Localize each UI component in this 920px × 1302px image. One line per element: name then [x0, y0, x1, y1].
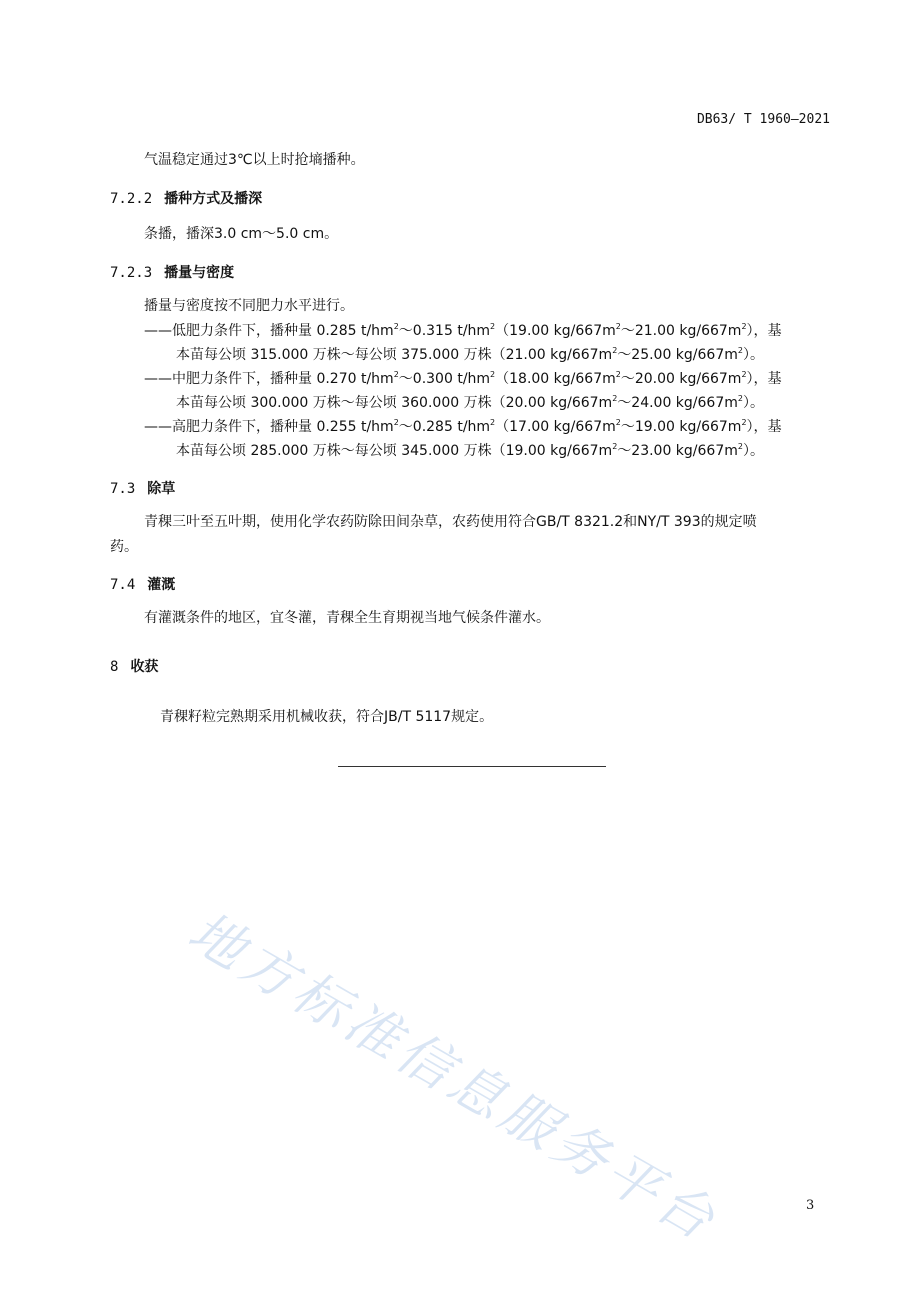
superscript: 2 — [490, 370, 496, 379]
text-segment: （17.00 kg/667m — [495, 419, 616, 435]
text-segment: ——中肥力条件下，播种量 0.270 t/hm — [144, 371, 394, 387]
superscript: 2 — [737, 394, 743, 403]
paragraph-sowing-method: 条播，播深3.0 cm～5.0 cm。 — [144, 226, 339, 242]
text-segment: ）。 — [742, 395, 764, 411]
section-number: 8 — [110, 659, 119, 675]
text-segment: ），基 — [746, 323, 782, 339]
superscript: 2 — [393, 322, 399, 331]
text-segment: 本苗每公顷 285.000 万株～每公顷 345.000 万株（19.00 kg/667m — [176, 443, 613, 459]
text-segment: ～0.315 t/hm — [398, 323, 491, 339]
text-segment: ～24.00 kg/667m — [617, 395, 738, 411]
list-item-medium-fertility — [144, 368, 832, 388]
paragraph-sowing-time: 气温稳定通过3℃以上时抢墒播种。 — [144, 152, 365, 168]
page-number: 3 — [806, 1198, 815, 1213]
text-segment: ～23.00 kg/667m — [617, 443, 738, 459]
end-rule — [338, 766, 606, 767]
text-segment: 本苗每公顷 300.000 万株～每公顷 360.000 万株（20.00 kg/667m — [176, 395, 613, 411]
list-item-high-fertility-cont — [176, 440, 764, 460]
text-segment: ～0.285 t/hm — [398, 419, 491, 435]
superscript: 2 — [612, 442, 618, 451]
superscript: 2 — [615, 418, 621, 427]
text-segment: ）。 — [742, 443, 764, 459]
superscript: 2 — [490, 322, 496, 331]
section-number: 7.4 — [110, 577, 136, 593]
text-segment: ），基 — [746, 371, 782, 387]
text-segment: ～21.00 kg/667m — [620, 323, 742, 339]
superscript: 2 — [737, 442, 743, 451]
superscript: 2 — [741, 418, 747, 427]
text-segment: ——低肥力条件下，播种量 0.285 t/hm — [144, 323, 394, 339]
superscript: 2 — [612, 394, 618, 403]
section-title: 除草 — [147, 481, 176, 497]
section-number: 7.2.2 — [110, 191, 153, 207]
heading-8 — [110, 656, 158, 676]
paragraph-weeding-cont: 药。 — [110, 539, 138, 555]
paragraph-weeding: 青稞三叶至五叶期，使用化学农药防除田间杂草，农药使用符合GB/T 8321.2和NY/T 393的规定喷 — [144, 514, 757, 530]
text-segment: ～0.300 t/hm — [398, 371, 491, 387]
text-segment: ～19.00 kg/667m — [620, 419, 742, 435]
superscript: 2 — [615, 370, 621, 379]
list-item-low-fertility-cont — [176, 344, 764, 364]
paragraph-harvest: 青稞籽粒完熟期采用机械收获，符合JB/T 5117规定。 — [160, 709, 494, 725]
superscript: 2 — [393, 370, 399, 379]
superscript: 2 — [741, 370, 747, 379]
heading-7-2-2 — [110, 188, 262, 208]
section-title: 收获 — [130, 659, 159, 675]
list-item-low-fertility — [144, 320, 832, 340]
superscript: 2 — [741, 322, 747, 331]
text-segment: ）。 — [742, 347, 764, 363]
watermark: 地方标准信息服务平台 — [178, 899, 730, 1255]
section-title: 播量与密度 — [164, 265, 235, 281]
text-segment: （19.00 kg/667m — [495, 323, 616, 339]
text-segment: ——高肥力条件下，播种量 0.255 t/hm — [144, 419, 394, 435]
heading-7-4 — [110, 574, 175, 594]
paragraph-irrigation: 有灌溉条件的地区，宜冬灌，青稞全生育期视当地气候条件灌水。 — [144, 610, 550, 626]
list-item-high-fertility — [144, 416, 832, 436]
paragraph-density-intro: 播量与密度按不同肥力水平进行。 — [144, 298, 354, 314]
document-code-header: DB63/ T 1960—2021 — [696, 112, 830, 127]
text-segment: ），基 — [746, 419, 782, 435]
superscript: 2 — [615, 322, 621, 331]
text-segment: 本苗每公顷 315.000 万株～每公顷 375.000 万株（21.00 kg/667m — [176, 347, 613, 363]
section-title: 播种方式及播深 — [164, 191, 263, 207]
superscript: 2 — [490, 418, 496, 427]
superscript: 2 — [612, 346, 618, 355]
superscript: 2 — [393, 418, 399, 427]
text-segment: ～20.00 kg/667m — [620, 371, 742, 387]
list-item-medium-fertility-cont — [176, 392, 764, 412]
section-title: 灌溉 — [147, 577, 176, 593]
superscript: 2 — [737, 346, 743, 355]
section-number: 7.3 — [110, 481, 136, 497]
text-segment: ～25.00 kg/667m — [617, 347, 738, 363]
section-number: 7.2.3 — [110, 265, 153, 281]
heading-7-2-3 — [110, 262, 234, 282]
text-segment: （18.00 kg/667m — [495, 371, 616, 387]
heading-7-3 — [110, 478, 175, 498]
